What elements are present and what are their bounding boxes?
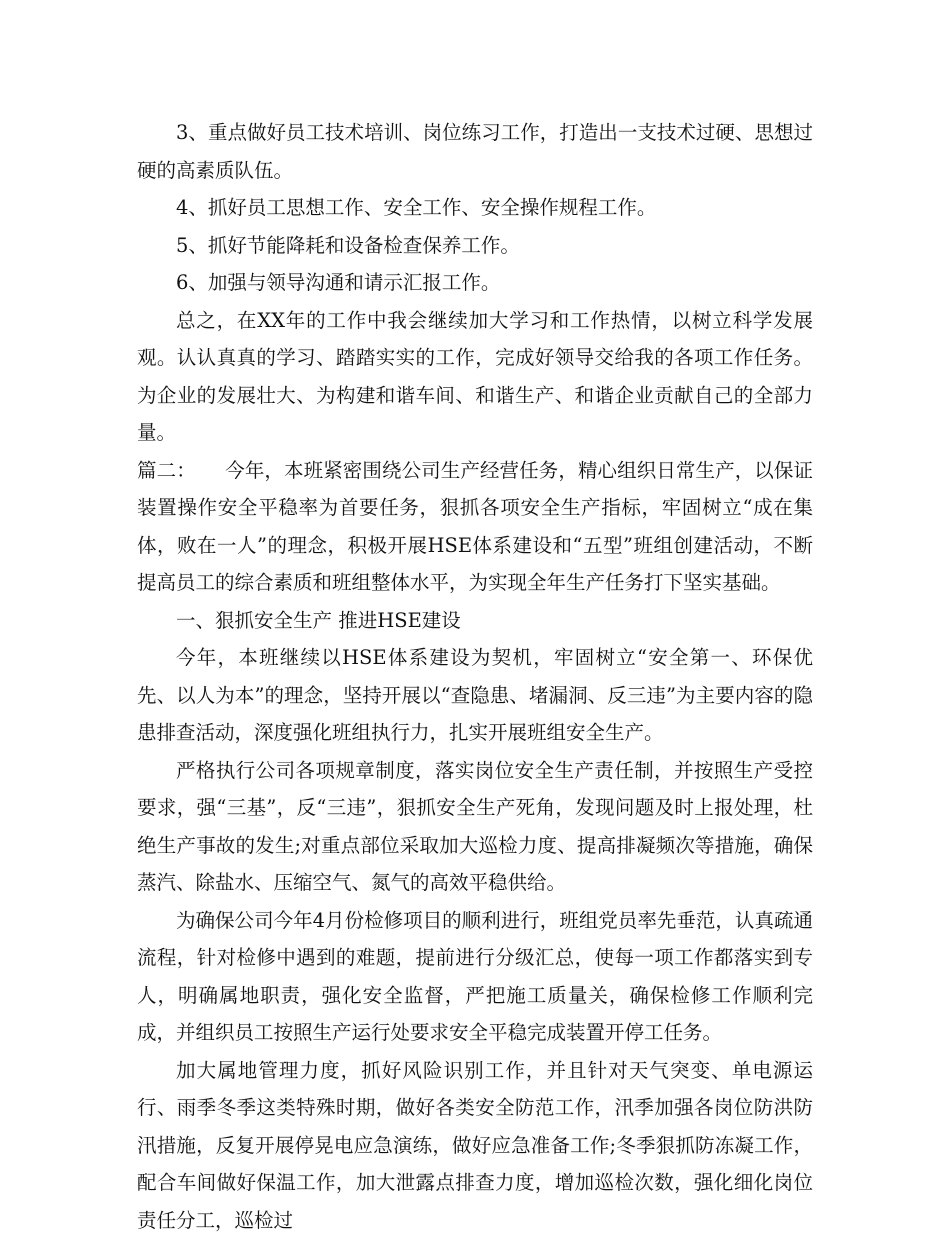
paragraph-part-two-intro: 篇二： 今年，本班紧密围绕公司生产经营任务，精心组织日常生产，以保证装置操作安全平稳率为首要任务，狠抓各项安全生产指标，牢固树立“成在集体，败在一人”的理念，积极开展HSE体系建设和“五型”班组创建活动，不断提高员工的综合素质和班组整体水平，为实现全年生产任务打下坚实基础。 [137, 452, 813, 602]
paragraph-item-5: 5、抓好节能降耗和设备检查保养工作。 [137, 227, 813, 265]
paragraph-item-4: 4、抓好员工思想工作、安全工作、安全操作规程工作。 [137, 189, 813, 227]
document-body [137, 114, 813, 1239]
paragraph-item-3: 3、重点做好员工技术培训、岗位练习工作，打造出一支技术过硬、思想过硬的高素质队伍。 [137, 114, 813, 189]
paragraph-item-6: 6、加强与领导沟通和请示汇报工作。 [137, 264, 813, 302]
section-heading-safety: 一、狠抓安全生产 推进HSE建设 [137, 602, 813, 640]
paragraph-regulations: 严格执行公司各项规章制度，落实岗位安全生产责任制，并按照生产受控要求，强“三基”，反“三违”，狠抓安全生产死角，发现问题及时上报处理，杜绝生产事故的发生;对重点部位采取加大巡检力度、提高排凝频次等措施，确保蒸汽、除盐水、压缩空气、氮气的高效平稳供给。 [137, 752, 813, 902]
paragraph-maintenance: 为确保公司今年4月份检修项目的顺利进行，班组党员率先垂范，认真疏通流程，针对检修中遇到的难题，提前进行分级汇总，使每一项工作都落实到专人，明确属地职责，强化安全监督，严把施工质量关，确保检修工作顺利完成，并组织员工按照生产运行处要求安全平稳完成装置开停工任务。 [137, 902, 813, 1052]
paragraph-summary: 总之，在XX年的工作中我会继续加大学习和工作热情，以树立科学发展观。认认真真的学习、踏踏实实的工作，完成好领导交给我的各项工作任务。为企业的发展壮大、为构建和谐车间、和谐生产、和谐企业贡献自己的全部力量。 [137, 302, 813, 452]
paragraph-territory-management: 加大属地管理力度，抓好风险识别工作，并且针对天气突变、单电源运行、雨季冬季这类特殊时期，做好各类安全防范工作，汛季加强各岗位防洪防汛措施，反复开展停晃电应急演练，做好应急准备工作;冬季狠抓防冻凝工作，配合车间做好保温工作，加大泄露点排查力度，增加巡检次数，强化细化岗位责任分工，巡检过 [137, 1052, 813, 1239]
paragraph-hse: 今年，本班继续以HSE体系建设为契机，牢固树立“安全第一、环保优先、以人为本”的理念，坚持开展以“查隐患、堵漏洞、反三违”为主要内容的隐患排查活动，深度强化班组执行力，扎实开展班组安全生产。 [137, 639, 813, 752]
